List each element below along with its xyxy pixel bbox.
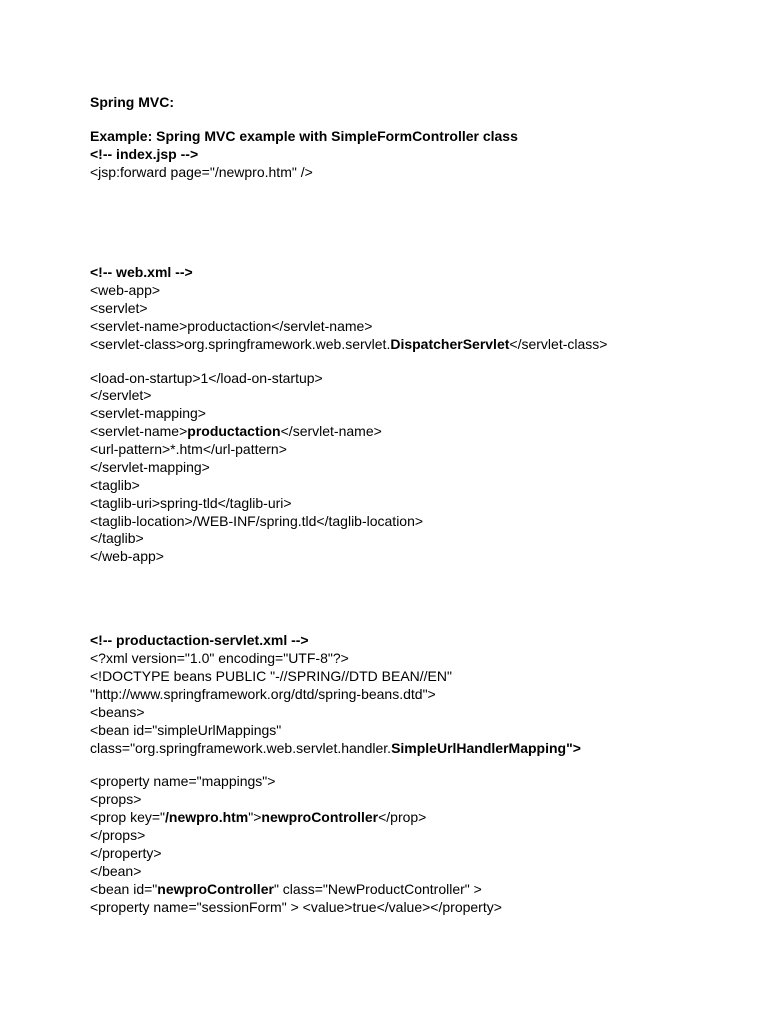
code-text: "> — [248, 809, 262, 825]
code-line: <bean id="simpleUrlMappings" — [90, 722, 282, 738]
index-jsp-comment: <!-- index.jsp --> — [90, 146, 199, 162]
code-line: <taglib-uri>spring-tld</taglib-uri> — [90, 495, 292, 511]
code-line: <servlet-mapping> — [90, 405, 206, 421]
code-text: <servlet-name> — [90, 423, 188, 439]
code-line: <url-pattern>*.htm</url-pattern> — [90, 441, 287, 457]
code-text: class="org.springframework.web.servlet.handler. — [90, 740, 392, 756]
code-line: "http://www.springframework.org/dtd/spring-beans.dtd"> — [90, 686, 436, 702]
code-line: <!DOCTYPE beans PUBLIC "-//SPRING//DTD BEAN//EN" — [90, 668, 452, 684]
code-text-bold: newproController — [157, 881, 274, 897]
web-xml-comment: <!-- web.xml --> — [90, 264, 193, 280]
code-text: <prop key=" — [90, 809, 166, 825]
code-text-bold: SimpleUrlHandlerMapping"> — [391, 740, 581, 756]
code-line: <servlet-name>productaction</servlet-name> — [90, 318, 373, 334]
code-line: <props> — [90, 791, 142, 807]
code-line: <load-on-startup>1</load-on-startup> — [90, 370, 323, 386]
code-line: <?xml version="1.0" encoding="UTF-8"?> — [90, 650, 349, 666]
code-text: " class="NewProductController" > — [273, 881, 482, 897]
code-line: <beans> — [90, 704, 145, 720]
code-line: </servlet-mapping> — [90, 459, 210, 475]
code-text-bold: DispatcherServlet — [390, 336, 510, 352]
doc-title: Spring MVC: — [90, 94, 174, 110]
code-text: </servlet-name> — [280, 423, 382, 439]
prop-key-line — [90, 808, 426, 826]
bean2-line — [90, 880, 482, 898]
code-line: <taglib> — [90, 477, 140, 493]
code-line: </taglib> — [90, 530, 144, 546]
bean-class-line — [90, 739, 581, 757]
servlet-xml-comment: <!-- productaction-servlet.xml --> — [90, 632, 309, 648]
code-text-bold: /newpro.htm — [165, 809, 249, 825]
code-text-bold: productaction — [187, 423, 281, 439]
code-line: <property name="sessionForm" > <value>true</value></property> — [90, 899, 502, 915]
code-line: </property> — [90, 845, 162, 861]
code-text: </servlet-class> — [509, 336, 608, 352]
code-line: <property name="mappings"> — [90, 773, 276, 789]
jsp-forward-line: <jsp:forward page="/newpro.htm" /> — [90, 164, 313, 180]
code-line: <web-app> — [90, 282, 161, 298]
code-line: <servlet> — [90, 300, 148, 316]
servlet-class-line — [90, 335, 607, 353]
mapping-name-line — [90, 422, 382, 440]
code-line: <taglib-location>/WEB-INF/spring.tld</taglib-location> — [90, 513, 424, 529]
code-line: </servlet> — [90, 387, 152, 403]
example-heading: Example: Spring MVC example with SimpleFormController class — [90, 128, 518, 144]
code-line: </web-app> — [90, 548, 164, 564]
code-line: </bean> — [90, 863, 142, 879]
code-text: <servlet-class>org.springframework.web.servlet. — [90, 336, 391, 352]
code-text-bold: newproController — [261, 809, 379, 825]
code-line: </props> — [90, 827, 146, 843]
code-text: <bean id=" — [90, 881, 158, 897]
code-text: </prop> — [378, 809, 427, 825]
